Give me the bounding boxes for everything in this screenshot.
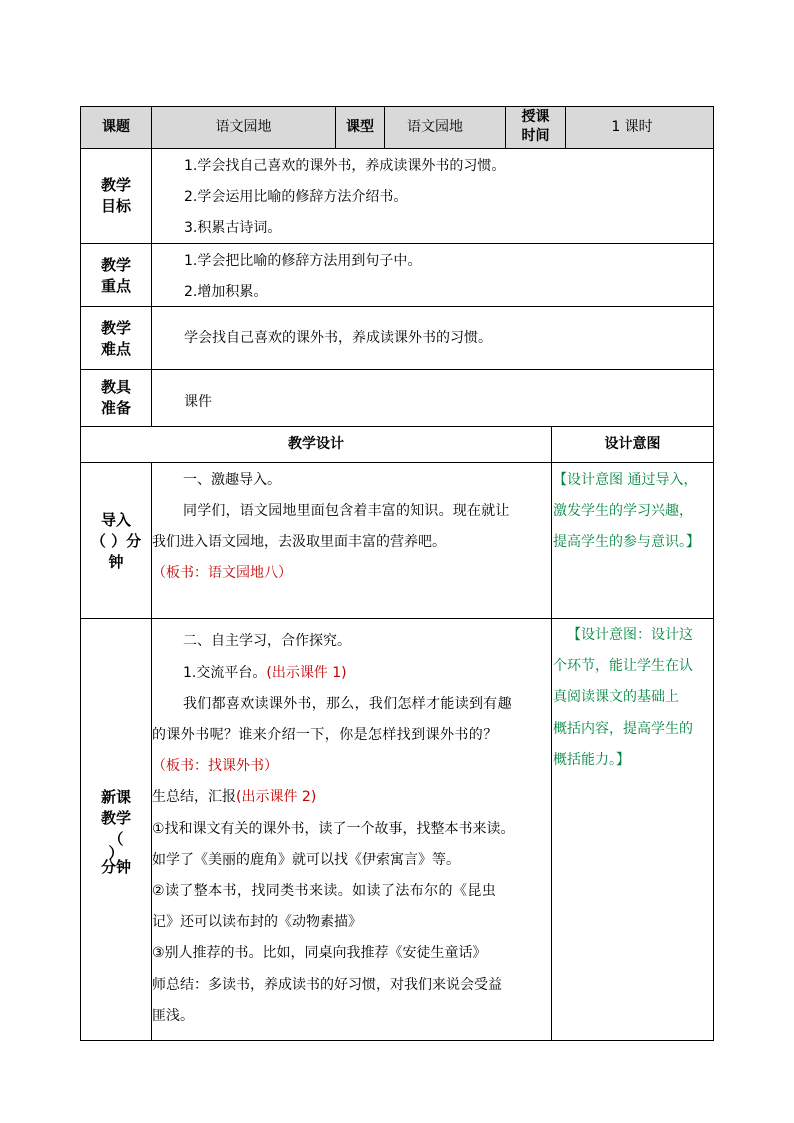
lesson-line: 的课外书呢？谁来介绍一下，你是怎样找到课外书的？ xyxy=(152,727,498,743)
lesson-intent: 个环节，能让学生在认 xyxy=(553,658,693,674)
intro-line: 一、激趣导入。 xyxy=(183,472,281,488)
lesson-line xyxy=(183,664,347,682)
lesson-line: ②读了整本书，找同类书来读。如读了法布尔的《昆虫 xyxy=(152,883,497,899)
objective-item: 2.学会运用比喻的修辞方法介绍书。 xyxy=(184,189,408,205)
objective-item: 3.积累古诗词。 xyxy=(184,220,282,236)
label-difficulties: 教学 xyxy=(100,319,131,337)
difficulty-text: 学会找自己喜欢的课外书，养成读课外书的习惯。 xyxy=(184,330,492,346)
label-new-lesson-minutes: （ xyxy=(108,830,124,848)
label-tools: 准备 xyxy=(100,399,131,417)
lesson-line-text: 生总结，汇报 xyxy=(152,789,236,805)
objective-item: 1.学会找自己喜欢的课外书，养成读课外书的习惯。 xyxy=(184,158,506,174)
label-new-lesson: 新课 xyxy=(100,788,131,806)
topic-value: 语文园地 xyxy=(215,119,272,135)
label-new-lesson: 分钟 xyxy=(100,858,131,876)
lesson-line: 记》还可以读布封的《动物素描》 xyxy=(152,914,362,930)
table-border xyxy=(80,618,714,619)
design-heading: 教学设计 xyxy=(288,436,344,452)
intro-board-note: （板书：语文园地八） xyxy=(152,565,292,581)
lesson-intent: 真阅读课文的基础上 xyxy=(553,689,679,705)
intro-line: 同学们，语文园地里面包含着丰富的知识。现在就让 xyxy=(183,503,510,519)
label-new-lesson-minutes: ） xyxy=(108,844,124,862)
table-border xyxy=(80,1040,714,1041)
table-border xyxy=(80,369,714,370)
table-border xyxy=(80,106,714,107)
label-difficulties: 难点 xyxy=(100,340,131,358)
intro-line: 我们进入语文园地，去汲取里面丰富的营养吧。 xyxy=(152,534,446,550)
table-border xyxy=(80,426,714,427)
lesson-line xyxy=(152,788,316,806)
label-topic: 课题 xyxy=(102,119,130,135)
tools-text: 课件 xyxy=(184,394,212,410)
label-objectives: 目标 xyxy=(100,197,131,215)
lesson-intent: 概括能力。】 xyxy=(553,752,630,768)
label-time: 授课 xyxy=(521,109,550,125)
label-new-lesson: 教学 xyxy=(100,809,131,827)
table-border xyxy=(80,243,714,244)
lesson-line: 如学了《美丽的鹿角》就可以找《伊索寓言》等。 xyxy=(152,852,460,868)
table-border xyxy=(80,462,714,463)
courseware-note: (出示课件 2) xyxy=(236,789,317,805)
lesson-intent: 概括内容，提高学生的 xyxy=(553,721,693,737)
table-border xyxy=(551,426,552,1041)
label-objectives: 教学 xyxy=(100,176,131,194)
label-time: 时间 xyxy=(521,128,550,144)
intro-intent: 激发学生的学习兴趣， xyxy=(553,503,693,519)
lesson-line: 我们都喜欢读课外书，那么，我们怎样才能读到有趣 xyxy=(183,696,512,712)
lesson-line: 二、自主学习，合作探究。 xyxy=(183,633,351,649)
intro-intent: 【设计意图 通过导入， xyxy=(553,472,698,488)
label-key-points: 重点 xyxy=(100,277,131,295)
table-border xyxy=(80,148,714,149)
table-border xyxy=(80,106,81,1041)
label-tools: 教具 xyxy=(100,378,131,396)
table-border xyxy=(713,106,714,1041)
label-intro: 钟 xyxy=(108,553,124,571)
key-point-item: 1.学会把比喻的修辞方法用到句子中。 xyxy=(184,253,422,269)
type-value: 语文园地 xyxy=(407,119,463,135)
intent-heading: 设计意图 xyxy=(604,436,661,452)
lesson-line: 师总结：多读书，养成读书的好习惯，对我们来说会受益 xyxy=(152,977,502,993)
lesson-line: ①找和课文有关的课外书，读了一个故事，找整本书来读。 xyxy=(152,821,515,837)
lesson-line: 匪浅。 xyxy=(152,1008,194,1024)
label-key-points: 教学 xyxy=(100,256,131,274)
courseware-note: (出示课件 1) xyxy=(266,665,347,681)
lesson-line-text: 1.交流平台。 xyxy=(183,665,267,681)
table-border xyxy=(80,306,714,307)
label-intro: 导入 xyxy=(100,511,131,529)
label-type: 课型 xyxy=(346,119,374,135)
lesson-line: ③别人推荐的书。比如，同桌向我推荐《安徒生童话》 xyxy=(152,945,487,961)
time-value: 1 课时 xyxy=(611,119,653,135)
lesson-board-note: （板书：找课外书） xyxy=(152,758,278,774)
intro-intent: 提高学生的参与意识。】 xyxy=(553,534,700,550)
lesson-intent: 【设计意图：设计这 xyxy=(567,627,693,643)
label-intro-minutes: （ ）分 xyxy=(90,532,142,550)
key-point-item: 2.增加积累。 xyxy=(184,284,268,300)
table-border xyxy=(151,106,152,426)
